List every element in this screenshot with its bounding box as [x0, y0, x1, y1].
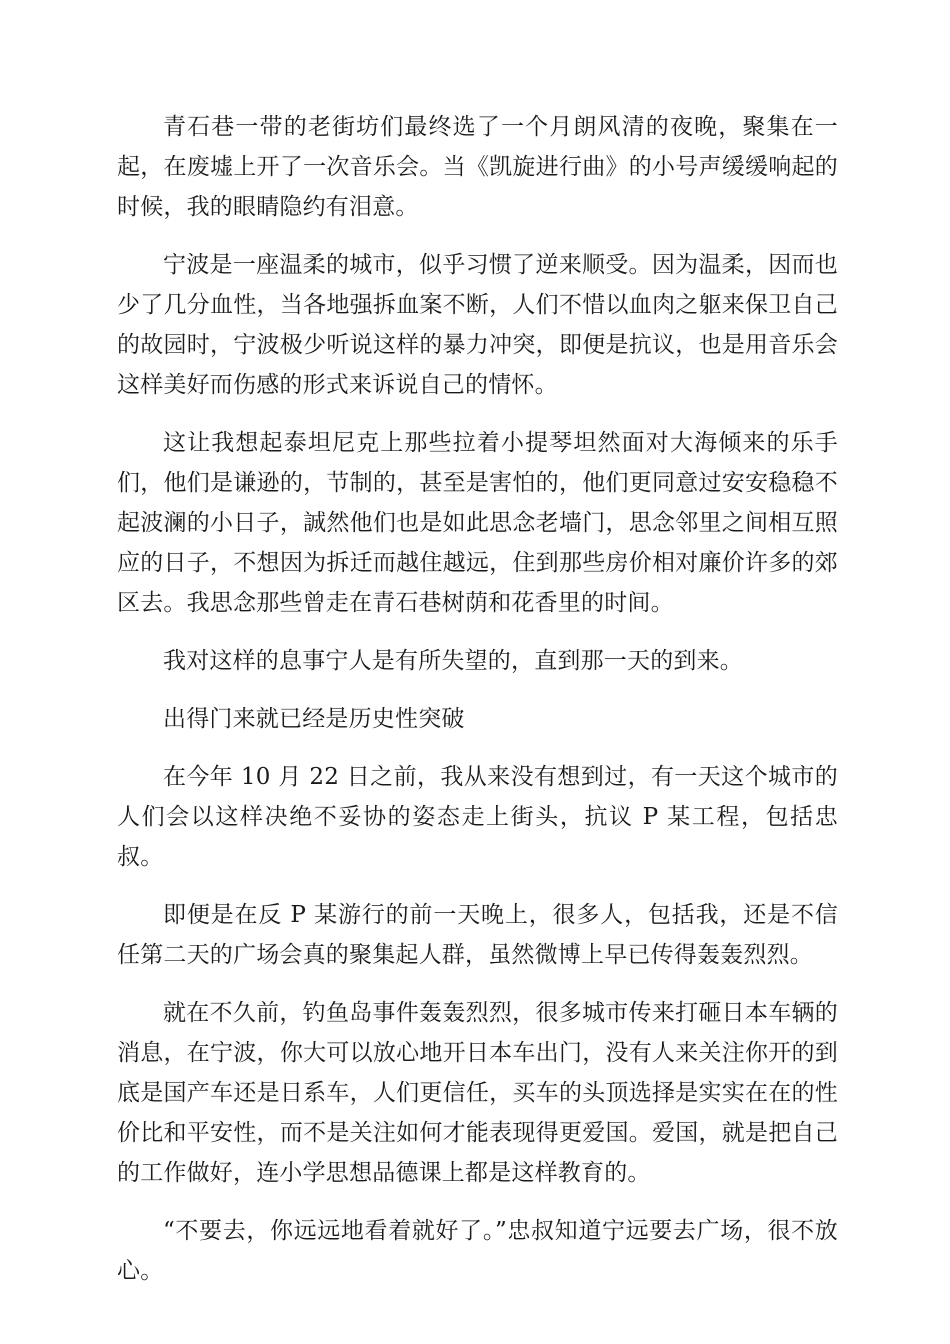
paragraph: 就在不久前，钓鱼岛事件轰轰烈烈，很多城市传来打砸日本车辆的消息，在宁波，你大可以放心地开日本车出门，没有人来关注你开的到底是国产车还是日系车，人们更信任，买车的头顶选择是实实在在的性价比和平安性，而不是关注如何才能表现得更爱国。爱国，就是把自己的工作做好，连小学思想品德课上都是这样教育的。 [117, 1000, 838, 1186]
paragraph: 在今年 10 月 22 日之前，我从来没有想到过，有一天这个城市的人们会以这样决绝不妥协的姿态走上街头，抗议 P 某工程，包括忠叔。 [117, 764, 838, 870]
paragraph: 这让我想起泰坦尼克上那些拉着小提琴坦然面对大海倾来的乐手们，他们是谦逊的，节制的，甚至是害怕的，他们更同意过安安稳稳不起波澜的小日子，誠然他们也是如此思念老墙门，思念邻里之间相互照应的日子，不想因为拆迁而越住越远，住到那些房价相对廉价许多的郊区去。我思念那些曾走在青石巷树荫和花香里的时间。 [117, 430, 838, 616]
document-page [117, 107, 838, 1309]
paragraph: 青石巷一带的老街坊们最终选了一个月朗风清的夜晚，聚集在一起，在废墟上开了一次音乐会。当《凯旋进行曲》的小号声缓缓响起的时候，我的眼睛隐约有泪意。 [117, 114, 838, 220]
paragraph: 宁波是一座温柔的城市，似乎习惯了逆来顺受。因为温柔，因而也少了几分血性，当各地强拆血案不断，人们不惜以血肉之躯来保卫自己的故园时，宁波极少听说这样的暴力冲突，即便是抗议，也是用音乐会这样美好而伤感的形式来诉说自己的情怀。 [117, 252, 838, 398]
paragraph: 我对这样的息事宁人是有所失望的，直到那一天的到来。 [163, 648, 743, 674]
section-heading: 出得门来就已经是历史性突破 [163, 706, 465, 732]
paragraph: “不要去，你远远地看着就好了。”忠叔知道宁远要去广场，很不放心。 [117, 1218, 838, 1284]
paragraph: 即便是在反 P 某游行的前一天晚上，很多人，包括我，还是不信任第二天的广场会真的聚集起人群，虽然微博上早已传得轰轰烈烈。 [117, 902, 838, 968]
